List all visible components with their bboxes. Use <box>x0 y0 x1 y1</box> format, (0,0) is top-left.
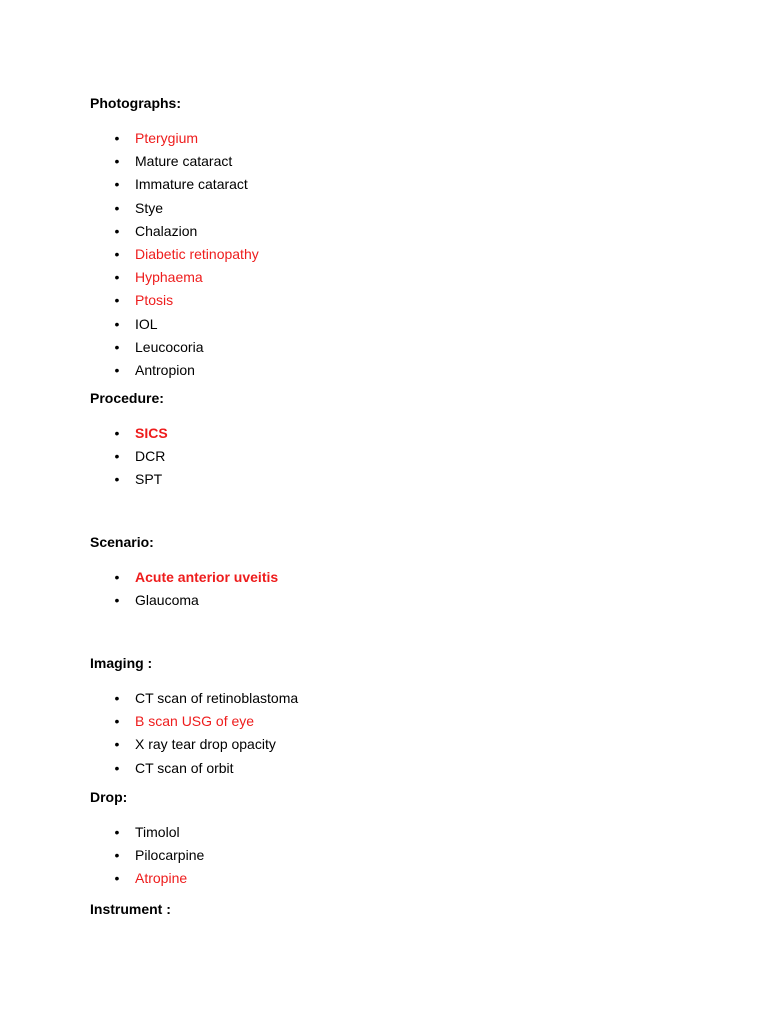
list-item-label: Atropine <box>135 870 188 887</box>
list-item <box>90 127 710 150</box>
list-item-label: Pilocarpine <box>135 847 205 864</box>
list-item <box>90 844 710 867</box>
list-item <box>90 289 710 312</box>
list-item-label: CT scan of orbit <box>135 759 234 776</box>
list-item <box>90 757 710 780</box>
bullet-list <box>90 821 710 891</box>
section-heading: Photographs: <box>90 95 181 111</box>
list-item <box>90 173 710 196</box>
bullet-icon: • <box>114 361 120 378</box>
bullet-list <box>90 422 710 492</box>
list-item-label: Antropion <box>135 361 195 378</box>
list-item <box>90 220 710 243</box>
list-item <box>90 359 710 382</box>
list-item <box>90 266 710 289</box>
section-instrument <box>90 900 710 918</box>
list-item <box>90 821 710 844</box>
bullet-icon: • <box>114 269 120 286</box>
bullet-icon: • <box>114 471 120 488</box>
section-photographs <box>90 94 710 382</box>
list-item <box>90 422 710 445</box>
section-heading: Imaging : <box>90 655 153 671</box>
list-item <box>90 589 710 612</box>
list-item-label: Mature cataract <box>135 153 233 170</box>
bullet-icon: • <box>114 176 120 193</box>
bullet-icon: • <box>114 130 120 146</box>
list-item-label: SPT <box>135 471 163 488</box>
list-item <box>90 445 710 468</box>
list-item <box>90 566 710 589</box>
list-item-label: Pterygium <box>135 130 199 146</box>
bullet-icon: • <box>114 199 120 216</box>
section-imaging <box>90 654 710 780</box>
list-item-label: Timolol <box>135 824 180 840</box>
bullet-icon: • <box>114 690 120 706</box>
list-item <box>90 336 710 359</box>
list-item-label: Glaucoma <box>135 592 199 609</box>
bullet-icon: • <box>114 759 120 776</box>
bullet-icon: • <box>114 425 120 441</box>
section-procedure <box>90 389 710 492</box>
list-item-label: Acute anterior uveitis <box>135 569 279 585</box>
list-item-label: IOL <box>135 315 158 332</box>
list-item-label: Hyphaema <box>135 269 203 286</box>
list-item-label: Diabetic retinopathy <box>135 245 259 262</box>
list-item <box>90 150 710 173</box>
section-heading: Drop: <box>90 789 128 805</box>
list-item-label: CT scan of retinoblastoma <box>135 690 299 706</box>
bullet-icon: • <box>114 245 120 262</box>
bullet-icon: • <box>114 870 120 887</box>
bullet-icon: • <box>114 847 120 864</box>
bullet-icon: • <box>114 153 120 170</box>
bullet-icon: • <box>114 569 120 585</box>
section-heading: Procedure: <box>90 390 164 406</box>
bullet-icon: • <box>114 736 120 753</box>
bullet-icon: • <box>114 592 120 609</box>
bullet-icon: • <box>114 292 120 309</box>
list-item <box>90 867 710 890</box>
bullet-icon: • <box>114 713 120 730</box>
bullet-list <box>90 687 710 780</box>
bullet-icon: • <box>114 315 120 332</box>
section-heading: Instrument : <box>90 901 171 917</box>
bullet-icon: • <box>114 448 120 465</box>
list-item <box>90 687 710 710</box>
list-item-label: B scan USG of eye <box>135 713 255 730</box>
list-item <box>90 243 710 266</box>
list-item-label: Chalazion <box>135 222 198 239</box>
bullet-icon: • <box>114 824 120 840</box>
section-scenario <box>90 533 710 612</box>
list-item <box>90 710 710 733</box>
list-item-label: Leucocoria <box>135 338 204 355</box>
bullet-icon: • <box>114 222 120 239</box>
list-item-label: SICS <box>135 425 168 441</box>
list-item-label: X ray tear drop opacity <box>135 736 276 753</box>
section-heading: Scenario: <box>90 534 154 550</box>
list-item-label: Stye <box>135 199 164 216</box>
list-item-label: Immature cataract <box>135 176 248 193</box>
list-item <box>90 313 710 336</box>
list-item <box>90 197 710 220</box>
list-item-label: DCR <box>135 448 166 465</box>
list-item <box>90 733 710 756</box>
section-drop <box>90 788 710 891</box>
bullet-list <box>90 127 710 382</box>
bullet-icon: • <box>114 338 120 355</box>
list-item <box>90 468 710 491</box>
bullet-list <box>90 566 710 612</box>
list-item-label: Ptosis <box>135 292 174 309</box>
